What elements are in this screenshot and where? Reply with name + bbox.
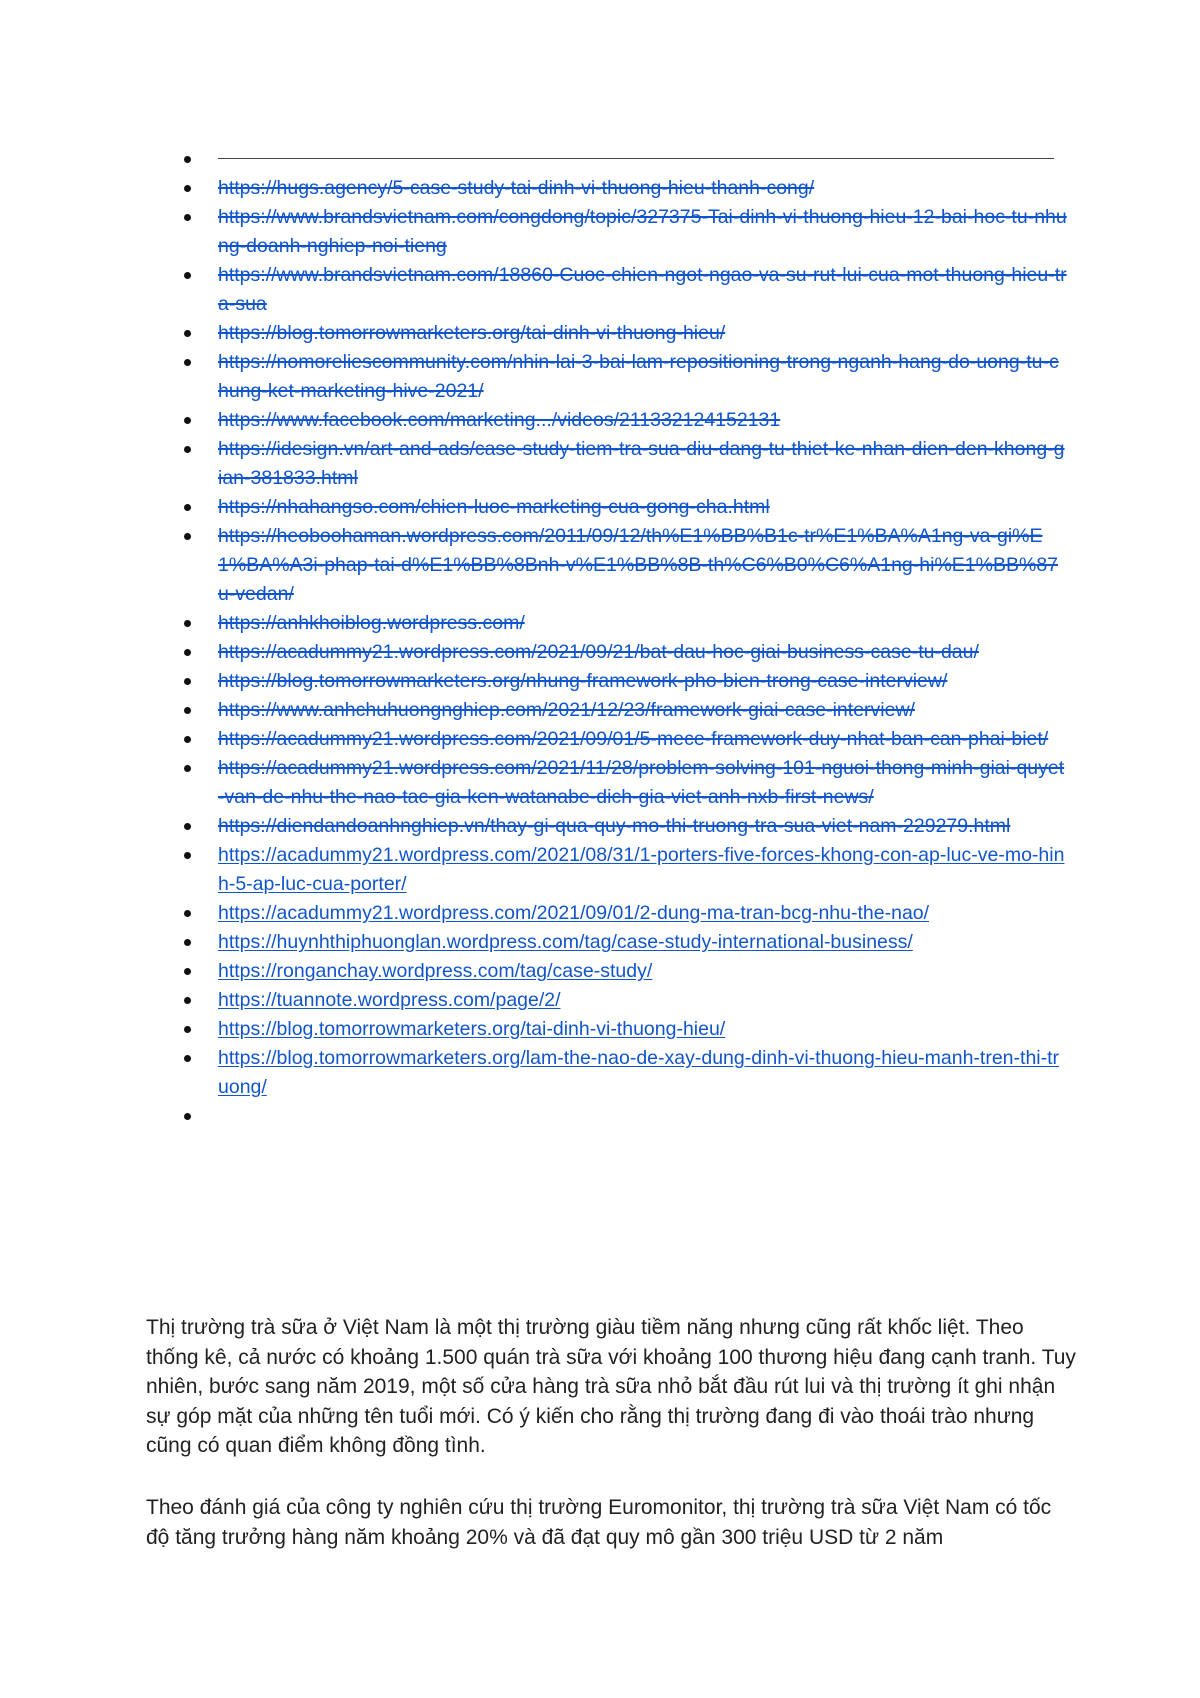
- link-list-item: [218, 986, 1068, 1015]
- link-list-item: [218, 261, 1068, 319]
- bullet-dot: [184, 852, 191, 859]
- bullet-dot: [184, 649, 191, 656]
- link-list-item: [218, 203, 1068, 261]
- horizontal-rule: [218, 158, 1054, 159]
- bullet-dot: [184, 678, 191, 685]
- link-list-item: [218, 696, 1068, 725]
- link-list-item: [218, 348, 1068, 406]
- reference-link[interactable]: https://www.anhchuhuongnghiep.com/2021/12/23/framework-giai-case-interview/: [218, 699, 915, 721]
- reference-link[interactable]: https://heoboohaman.wordpress.com/2011/09/12/th%E1%BB%B1c-tr%E1%BA%A1ng-va-gi%E1%BA%A3i-phap-tai-d%E1%BB%8Bnh-v%E1%BB%8B-th%C6%B0%C6%A1ng-hi%E1%BB%87u-vedan/: [218, 525, 1059, 605]
- reference-link[interactable]: https://nomoreliescommunity.com/nhin-lai-3-bai-lam-repositioning-trong-nganh-hang-do-uong-tu-chung-ket-marketing-hive-2021/: [218, 351, 1059, 402]
- link-list-item: [218, 957, 1068, 986]
- reference-link[interactable]: https://www.brandsvietnam.com/18860-Cuoc-chien-ngot-ngao-va-su-rut-lui-cua-mot-thuong-hieu-tra-sua: [218, 264, 1067, 315]
- bullet-dot: [184, 533, 191, 540]
- reference-link[interactable]: https://nhahangso.com/chien-luoc-marketing-cua-gong-cha.html: [218, 496, 770, 518]
- link-list-item: [218, 754, 1068, 812]
- bullet-dot: [184, 359, 191, 366]
- link-list-item: [218, 522, 1068, 609]
- link-list-item: [218, 725, 1068, 754]
- bullet-dot: [184, 997, 191, 1004]
- link-list-item: [218, 406, 1068, 435]
- reference-link[interactable]: https://www.facebook.com/marketing.../videos/211332124152131: [218, 409, 781, 431]
- bullet-dot: [184, 939, 191, 946]
- bullet-dot: [184, 968, 191, 975]
- link-list-item: [218, 638, 1068, 667]
- bullet-dot: [184, 620, 191, 627]
- reference-link[interactable]: https://blog.tomorrowmarketers.org/nhung-framework-pho-bien-trong-case-interview/: [218, 670, 948, 692]
- bullet-dot: [184, 1026, 191, 1033]
- link-list-item: [218, 667, 1068, 696]
- bullet-dot: [184, 214, 191, 221]
- link-list-item: [218, 174, 1068, 203]
- bullet-dot: [184, 417, 191, 424]
- reference-link[interactable]: https://acadummy21.wordpress.com/2021/09/21/bat-dau-hoc-giai-business-case-tu-dau/: [218, 641, 979, 663]
- reference-link[interactable]: https://diendandoanhnghiep.vn/thay-gi-qua-quy-mo-thi-truong-tra-sua-viet-nam-229279.html: [218, 815, 1011, 837]
- reference-link[interactable]: https://anhkhoiblog.wordpress.com/: [218, 612, 525, 634]
- bullet-dot: [184, 446, 191, 453]
- link-list-item: [218, 609, 1068, 638]
- link-list-item: [218, 812, 1068, 841]
- reference-link[interactable]: https://tuannote.wordpress.com/page/2/: [218, 989, 561, 1011]
- link-list-item: [218, 1015, 1068, 1044]
- bullet-dot: [184, 156, 191, 163]
- reference-link[interactable]: https://www.brandsvietnam.com/congdong/topic/327375-Tai-dinh-vi-thuong-hieu-12-bai-hoc-tu-nhung-doanh-nghiep-noi-tieng: [218, 206, 1067, 257]
- bullet-dot: [184, 910, 191, 917]
- reference-link-list: [218, 174, 1068, 1131]
- reference-link[interactable]: https://acadummy21.wordpress.com/2021/08/31/1-porters-five-forces-khong-con-ap-luc-ve-mo-hinh-5-ap-luc-cua-porter/: [218, 844, 1065, 895]
- body-paragraph: Thị trường trà sữa ở Việt Nam là một thị trường giàu tiềm năng nhưng cũng rất khốc liệt. Theo thống kê, cả nước có khoảng 1.500 quán trà sữa với khoảng 100 thương hiệu đang cạnh tranh. Tuy nhiên, bước sang năm 2019, một số cửa hàng trà sữa nhỏ bắt đầu rút lui và thị trường ít ghi nhận sự góp mặt của những tên tuổi mới. Có ý kiến cho rằng thị trường đang đi vào thoái trào nhưng cũng có quan điểm không đồng tình.: [146, 1316, 1076, 1457]
- bullet-dot: [184, 185, 191, 192]
- reference-link[interactable]: https://acadummy21.wordpress.com/2021/09/01/2-dung-ma-tran-bcg-nhu-the-nao/: [218, 902, 930, 924]
- bullet-dot: [184, 504, 191, 511]
- bullet-dot: [184, 272, 191, 279]
- reference-link[interactable]: https://huynhthiphuonglan.wordpress.com/tag/case-study-international-business/: [218, 931, 913, 953]
- reference-link[interactable]: https://idesign.vn/art-and-ads/case-study-tiem-tra-sua-diu-dang-tu-thiet-ke-nhan-dien-den-khong-gian-381833.html: [218, 438, 1065, 489]
- bullet-dot: [184, 330, 191, 337]
- link-list-item: [218, 1044, 1068, 1102]
- link-list-item: [218, 841, 1068, 899]
- link-list-item: [218, 899, 1068, 928]
- bullet-dot: [184, 823, 191, 830]
- empty-list-item: [218, 1102, 1068, 1131]
- reference-link[interactable]: https://ronganchay.wordpress.com/tag/case-study/: [218, 960, 653, 982]
- reference-link[interactable]: https://blog.tomorrowmarketers.org/tai-dinh-vi-thuong-hieu/: [218, 1018, 726, 1040]
- body-paragraph: Theo đánh giá của công ty nghiên cứu thị trường Euromonitor, thị trường trà sữa Việt Nam có tốc độ tăng trưởng hàng năm khoảng 20% và đã đạt quy mô gần 300 triệu USD từ 2 năm: [146, 1496, 1052, 1549]
- link-list-item: [218, 319, 1068, 348]
- link-list-item: [218, 493, 1068, 522]
- bullet-dot: [184, 736, 191, 743]
- link-list-item: [218, 435, 1068, 493]
- reference-link[interactable]: https://acadummy21.wordpress.com/2021/09/01/5-mece-framework-duy-nhat-ban-can-phai-biet/: [218, 728, 1049, 750]
- reference-link[interactable]: https://blog.tomorrowmarketers.org/lam-the-nao-de-xay-dung-dinh-vi-thuong-hieu-manh-tren-thi-truong/: [218, 1047, 1060, 1098]
- reference-link[interactable]: https://blog.tomorrowmarketers.org/tai-dinh-vi-thuong-hieu/: [218, 322, 726, 344]
- bullet-dot: [184, 1055, 191, 1062]
- reference-link[interactable]: https://hugs.agency/5-case-study-tai-dinh-vi-thuong-hieu-thanh-cong/: [218, 177, 815, 199]
- reference-link[interactable]: https://acadummy21.wordpress.com/2021/11/28/problem-solving-101-nguoi-thong-minh-giai-quyet-van-de-nhu-the-nao-tac-gia-ken-watanabe-dich-gia-viet-anh-nxb-first-news/: [218, 757, 1065, 808]
- bullet-dot: [184, 765, 191, 772]
- bullet-dot: [184, 1113, 191, 1120]
- bullet-dot: [184, 707, 191, 714]
- link-list-item: [218, 928, 1068, 957]
